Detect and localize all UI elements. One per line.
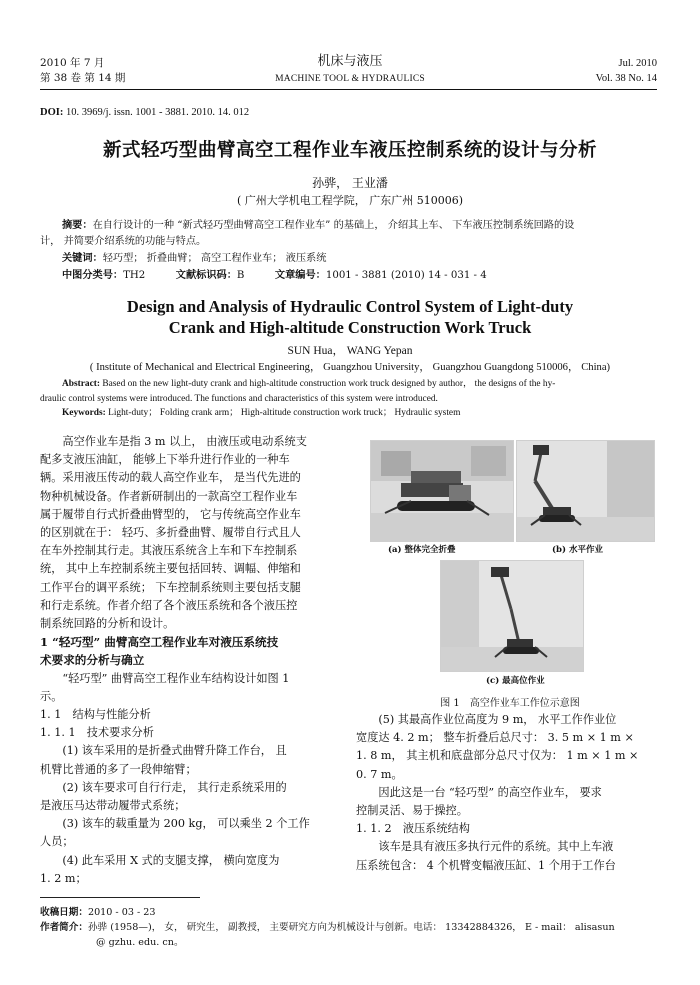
intro-line: 制系统回路的分析和设计。 xyxy=(40,617,175,631)
right-line: 1. 8 m， 其主机和底盘部分总尺寸仅为： 1 m × 1 m × xyxy=(356,749,639,763)
requirement-line: 是液压马达带动履带式系统； xyxy=(40,799,186,813)
keywords-cn-label: 关键词： xyxy=(62,252,103,264)
intro-line: 高空作业车是指 3 m 以上， 由液压或电动系统支 xyxy=(40,435,307,448)
intro-line: 属于履带自行式折叠曲臂型的， 它与传统高空作业车 xyxy=(40,507,301,521)
doi-label: DOI: xyxy=(40,107,64,118)
right-line: 压系统包含： 4 个机臂变幅液压缸、1 个用于工作台 xyxy=(356,858,616,872)
requirement-line: (3) 该车的载重量为 200 kg， 可以乘坐 2 个工作 xyxy=(40,817,310,831)
abstract-cn xyxy=(40,217,658,284)
figure-photo-c xyxy=(440,560,584,672)
requirement-line: (2) 该车要求可自行行走， 其行走系统采用的 xyxy=(40,780,287,794)
requirement-line: (4) 此车采用 X 式的支腿支撑， 横向宽度为 xyxy=(40,853,280,867)
author-bio-line1: 孙骅 (1958—)， 女， 研究生， 副教授， 主要研究方向为机械设计与创新。电话： 13342884326， E - mail： alisasun xyxy=(87,922,615,933)
title-en-line2: Crank and High-altitude Construction Work Truck xyxy=(168,318,532,337)
section-1-1-heading: 1. 1 结构与性能分析 xyxy=(40,708,151,722)
right-line: 宽度达 4. 2 m； 整车折叠后总尺寸： 3. 5 m × 1 m × xyxy=(356,731,634,745)
header-issue-en: Vol. 38 No. 14 xyxy=(595,73,657,84)
abstract-en-line2: draulic control systems were introduced. The functions and characteristics of this system were introduced. xyxy=(40,393,438,404)
abstract-en-label: Abstract: xyxy=(62,379,101,389)
abstract-cn-line2: 计， 并简要介绍系统的功能与特点。 xyxy=(40,236,207,247)
right-column xyxy=(356,711,658,875)
footnote xyxy=(40,905,660,950)
abstract-cn-line1: 在自行设计的一种 “新式轻巧型曲臂高空工程作业车” 的基础上， 介绍其上车、 下车液压控制系统回路的设 xyxy=(92,220,575,231)
journal-title-cn: 机床与液压 xyxy=(317,54,383,69)
left-column xyxy=(40,433,340,888)
section-1-heading: 1 “轻巧型” 曲臂高空工程作业车对液压系统技 xyxy=(40,635,279,650)
intro-line: 辆。采用液压传动的载人高空作业车， 是当代先进的 xyxy=(40,471,301,485)
doi-value: 10. 3969/j. issn. 1001 - 3881. 2010. 14. 012 xyxy=(65,107,250,118)
title-cn: 新式轻巧型曲臂高空工程作业车液压控制系统的设计与分析 xyxy=(102,140,597,161)
affiliation-cn: ( 广州大学机电工程学院， 广东广州 510006) xyxy=(236,194,464,207)
authors-cn: 孙骅， 王业潘 xyxy=(312,176,388,190)
footnote-rule xyxy=(40,897,200,898)
clc-label: 中图分类号： xyxy=(62,269,124,281)
article-no-label: 文章编号： xyxy=(274,269,326,281)
intro-line: 工作平台的调平系统； 下车控制系统则主要包括支腿 xyxy=(40,580,301,594)
figure-caption-a: (a) 整体完全折叠 xyxy=(388,545,456,555)
figure-caption-b: (b) 水平作业 xyxy=(552,545,603,555)
abstract-en xyxy=(40,377,660,421)
intro-line: 配多支液压油缸， 能够上下举升进行作业的一种车 xyxy=(40,453,290,467)
figure-photo-a xyxy=(370,440,514,542)
requirement-line: 机臂比普通的多了一段伸缩臂； xyxy=(40,762,197,776)
clc-value: TH2 xyxy=(123,270,146,281)
horizontal-work-photo xyxy=(517,441,654,541)
intro-line: 和行走系统。作者介绍了各个液压系统和各个液压控 xyxy=(40,598,298,612)
header-issue-cn: 第 38 卷 第 14 期 xyxy=(40,72,126,84)
folded-truck-photo xyxy=(371,441,513,541)
requirement-line: (1) 该车采用的是折叠式曲臂升降工作台， 且 xyxy=(40,744,287,758)
section-1-1-1-heading: 1. 1. 1 技术要求分析 xyxy=(40,726,154,740)
keywords-en-label: Keywords: xyxy=(62,408,106,418)
received-value: 2010 - 03 - 23 xyxy=(87,907,156,918)
abstract-cn-label: 摘要： xyxy=(62,219,93,231)
doi-line xyxy=(40,107,249,118)
right-line: 因此这是一台 “轻巧型” 的高空作业车， 要求 xyxy=(356,785,602,799)
requirement-line: 人员； xyxy=(40,835,74,849)
keywords-cn-value: 轻巧型； 折叠曲臂； 高空工程作业车； 液压系统 xyxy=(102,253,327,264)
received-label: 收稿日期： xyxy=(40,907,88,918)
max-height-work-photo xyxy=(441,561,583,671)
intro-line: 统， 其中上车控制系统主要包括回转、调幅、伸缩和 xyxy=(40,562,301,576)
section-1-heading-cont: 术要求的分析与确立 xyxy=(40,653,145,668)
doc-code-value: B xyxy=(236,270,245,281)
section-1-1-2-heading: 1. 1. 2 液压系统结构 xyxy=(356,822,470,836)
abstract-en-line1: Based on the new light-duty crank and high-altitude construction work truck designed by author， the designs of the hy- xyxy=(102,379,556,389)
right-line: 控制灵活、易于操控。 xyxy=(356,804,468,818)
right-line: 0. 7 m。 xyxy=(356,767,403,781)
figure-1-caption: 图 1 高空作业车工作位示意图 xyxy=(440,698,580,709)
figure-photo-b xyxy=(516,440,655,542)
article-no-value: 1001 - 3881 (2010) 14 - 031 - 4 xyxy=(325,270,487,281)
header-date-cn: 2010 年 7 月 xyxy=(40,57,105,69)
affiliation-en: ( Institute of Mechanical and Electrical Engineering， Guangzhou University， Guangzhou Guangdong 510006， China) xyxy=(89,362,611,373)
right-line: 该车是具有液压多执行元件的系统。其中上车液 xyxy=(356,840,614,854)
header-date-en: Jul. 2010 xyxy=(618,58,657,69)
authors-en: SUN Hua， WANG Yepan xyxy=(287,345,413,357)
intro-paragraph xyxy=(40,433,340,633)
requirement-line: 1. 2 m； xyxy=(40,871,87,885)
author-bio-label: 作者简介： xyxy=(40,922,88,933)
right-line: (5) 其最高作业位高度为 9 m， 水平工作作业位 xyxy=(356,713,617,726)
doc-code-label: 文献标识码： xyxy=(175,269,237,281)
intro-line: 在车外控制其行走。其液压系统含上车和下车控制系 xyxy=(40,544,298,558)
section-1-text: “轻巧型” 曲臂高空工程作业车结构设计如图 1 xyxy=(40,671,290,685)
section-1-text: 示。 xyxy=(40,689,63,703)
author-bio-line2: @ gzhu. edu. cn。 xyxy=(96,937,184,948)
journal-title-en: MACHINE TOOL & HYDRAULICS xyxy=(275,74,425,84)
intro-line: 物种机械设备。作者新研制出的一款高空工程作业车 xyxy=(40,489,298,503)
keywords-en-value: Light-duty； Folding crank arm； High-altitude construction work truck； Hydraulic system xyxy=(108,408,461,418)
header-rule xyxy=(40,89,657,90)
figure-caption-c: (c) 最高位作业 xyxy=(486,676,545,686)
title-en-line1: Design and Analysis of Hydraulic Control System of Light-duty xyxy=(126,297,574,316)
intro-line: 的区别就在于： 轻巧、多折叠曲臂、履带自行式且人 xyxy=(40,526,301,540)
